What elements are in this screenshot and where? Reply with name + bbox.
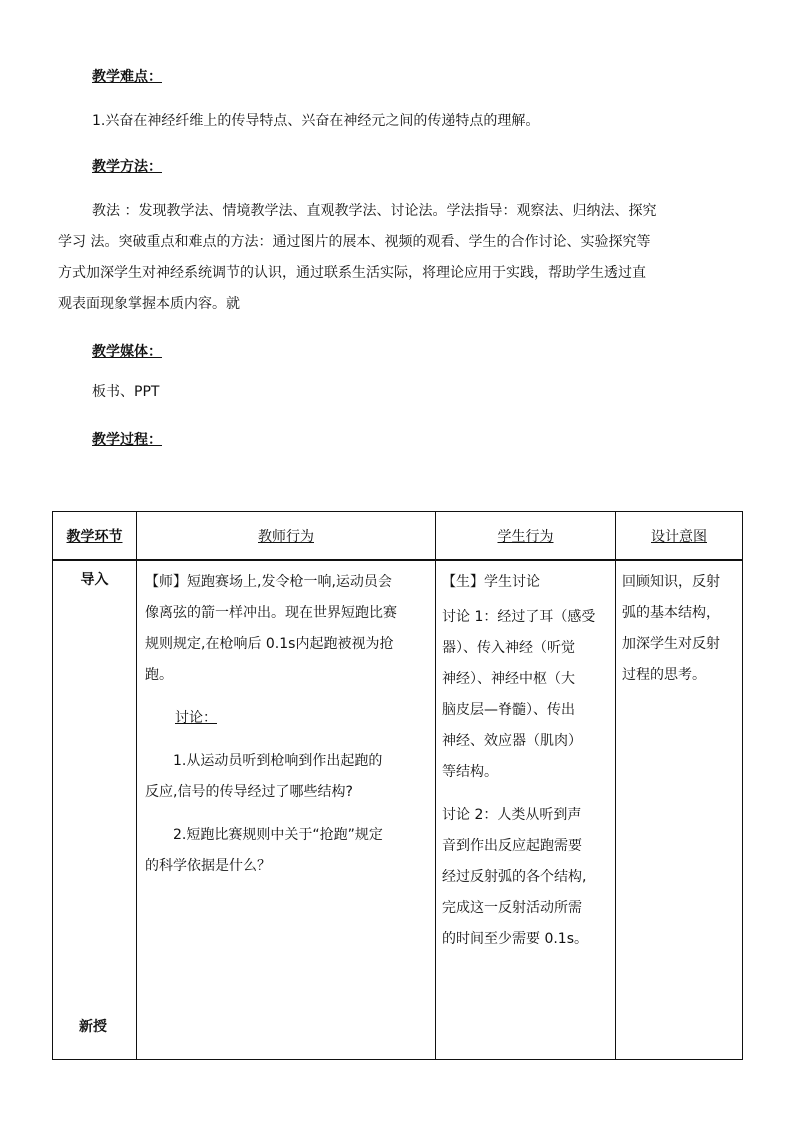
discussion-label: 讨论： [175, 710, 217, 726]
discussion-2-line: 讨论 2：人类从听到声 [442, 807, 582, 823]
teacher-line: 跑。 [145, 667, 173, 683]
teacher-line: 规则规定,在枪响后 0.1s内起跑被视为抢 [145, 636, 394, 652]
heading-media: 教学媒体： [92, 344, 162, 360]
heading-method: 教学方法： [92, 159, 162, 175]
lesson-table [52, 511, 743, 1060]
student-line: 【生】学生讨论 [442, 574, 540, 590]
intent-line: 弧的基本结构， [622, 605, 720, 621]
question-1-line-1: 1.从运动员听到枪响到作出起跑的 [173, 753, 383, 769]
header-phase: 教学环节 [53, 512, 137, 561]
teacher-cell [137, 560, 436, 1060]
discussion-2-line: 音到作出反应起跑需要 [442, 838, 582, 854]
difficulty-text: 1.兴奋在神经纤维上的传导特点、兴奋在神经元之间的传递特点的理解。 [92, 113, 540, 129]
header-teacher: 教师行为 [137, 512, 436, 561]
phase-intro: 导入 [80, 572, 109, 588]
teacher-line: 【师】短跑赛场上,发令枪一响,运动员会 [145, 574, 392, 590]
question-2-line-2: 的科学依据是什么？ [145, 858, 271, 874]
question-2-line-1: 2.短跑比赛规则中关于“抢跑”规定 [173, 827, 383, 843]
heading-process: 教学过程： [92, 432, 162, 448]
intent-line: 加深学生对反射 [622, 636, 720, 652]
media-text: 板书、PPT [92, 384, 160, 400]
discussion-1-line: 神经）、神经中枢（大 [442, 671, 575, 687]
phase-new: 新授 [79, 1019, 107, 1035]
teacher-line: 像离弦的箭一样冲出。现在世界短跑比赛 [145, 605, 397, 621]
student-cell [436, 560, 616, 1060]
discussion-1-line: 等结构。 [442, 764, 498, 780]
intent-line: 回顾知识，反射 [622, 574, 720, 590]
question-1-line-2: 反应,信号的传导经过了哪些结构? [145, 784, 353, 800]
discussion-2-line: 经过反射弧的各个结构, [442, 869, 587, 885]
table-row [53, 560, 743, 1060]
method-line-4: 观表面现象掌握本质内容。就 [58, 296, 240, 312]
heading-difficulty: 教学难点： [92, 69, 162, 85]
method-line-1: 教法 ：发现教学法、情境教学法、直观教学法、讨论法。学法指导：观察法、归纳法、探究 [92, 203, 657, 219]
discussion-2-line: 的时间至少需要 0.1s。 [442, 931, 589, 947]
header-student: 学生行为 [436, 512, 616, 561]
intent-cell [616, 560, 743, 1060]
method-line-2: 学习 法。突破重点和难点的方法：通过图片的展本、视频的观看、学生的合作讨论、实验探究等 [58, 234, 651, 250]
discussion-1-line: 器）、传入神经（听觉 [442, 640, 575, 656]
phase-cell [53, 560, 137, 1060]
table-header-row [53, 512, 743, 561]
discussion-1-line: 讨论 1：经过了耳（感受 [442, 609, 596, 625]
intent-line: 过程的思考。 [622, 667, 706, 683]
header-intent: 设计意图 [616, 512, 743, 561]
discussion-1-line: 神经、效应器（肌肉） [442, 733, 582, 749]
discussion-1-line: 脑皮层—脊髓）、传出 [442, 702, 575, 718]
method-line-3: 方式加深学生对神经系统调节的认识，通过联系生活实际，将理论应用于实践，帮助学生透过直 [58, 265, 646, 281]
method-paragraph [58, 196, 748, 320]
discussion-2-line: 完成这一反射活动所需 [442, 900, 582, 916]
